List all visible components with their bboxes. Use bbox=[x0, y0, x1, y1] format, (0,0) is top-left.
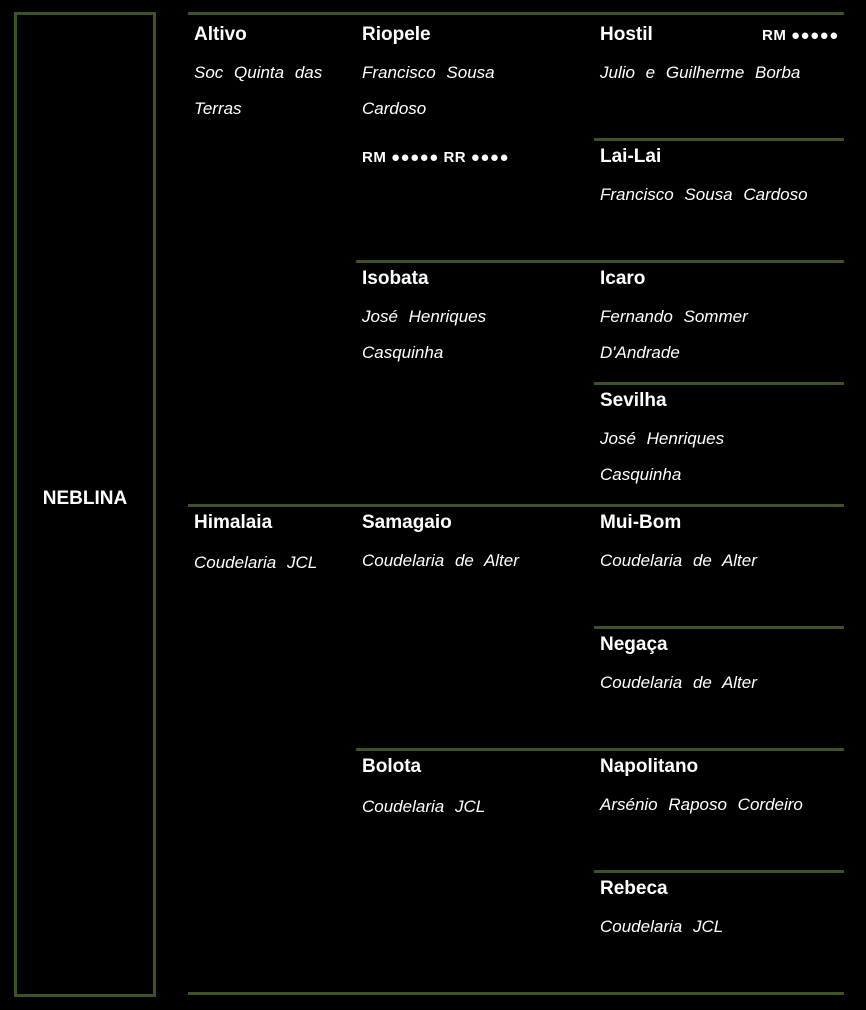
sire-name: Altivo bbox=[194, 24, 247, 45]
divider-gen3-5 bbox=[594, 626, 844, 629]
ancestor-3-name: Icaro bbox=[600, 268, 646, 289]
ancestor-1-ratings: RM ●●●●● bbox=[762, 27, 839, 44]
dam-name: Himalaia bbox=[194, 512, 273, 533]
divider-gen2-3 bbox=[356, 748, 844, 751]
divider-gen1-1 bbox=[188, 504, 844, 507]
divider-gen3-1 bbox=[594, 138, 844, 141]
paternal-grandsire-breeder: Francisco Sousa Cardoso bbox=[362, 63, 495, 118]
ancestor-3-breeder: Fernando Sommer D'Andrade bbox=[600, 307, 748, 362]
ancestor-5-breeder: Coudelaria de Alter bbox=[600, 551, 757, 570]
maternal-grandsire-name: Samagaio bbox=[362, 512, 452, 533]
ancestor-6-name: Negaça bbox=[600, 634, 668, 655]
ancestor-1-name: Hostil bbox=[600, 24, 653, 45]
ancestor-7-name: Napolitano bbox=[600, 756, 699, 777]
paternal-grandsire-name: Riopele bbox=[362, 24, 431, 45]
dam-breeder: Coudelaria JCL bbox=[194, 553, 318, 572]
ancestor-1-breeder: Julio e Guilherme Borba bbox=[600, 63, 801, 82]
divider-gen3-7 bbox=[594, 870, 844, 873]
ancestor-2-breeder: Francisco Sousa Cardoso bbox=[600, 185, 808, 204]
divider-gen3-3 bbox=[594, 382, 844, 385]
paternal-granddam-name: Isobata bbox=[362, 268, 429, 289]
divider-bottom bbox=[188, 992, 844, 995]
maternal-grandsire-breeder: Coudelaria de Alter bbox=[362, 551, 519, 570]
ancestor-7-breeder: Arsénio Raposo Cordeiro bbox=[600, 795, 803, 814]
maternal-granddam-name: Bolota bbox=[362, 756, 422, 777]
ancestor-4-breeder: José Henriques Casquinha bbox=[600, 429, 725, 484]
ancestor-4-name: Sevilha bbox=[600, 390, 667, 411]
divider-gen2-1 bbox=[356, 260, 844, 263]
subject-name: NEBLINA bbox=[42, 488, 128, 509]
divider-top bbox=[188, 12, 844, 15]
sire-breeder: Soc Quinta das Terras bbox=[194, 63, 323, 118]
maternal-granddam-breeder: Coudelaria JCL bbox=[362, 797, 486, 816]
ancestor-5-name: Mui-Bom bbox=[600, 512, 682, 533]
ancestor-2-name: Lai-Lai bbox=[600, 146, 662, 167]
ancestor-6-breeder: Coudelaria de Alter bbox=[600, 673, 757, 692]
paternal-grandsire-ratings: RM ●●●●● RR ●●●● bbox=[362, 149, 510, 166]
ancestor-8-name: Rebeca bbox=[600, 878, 668, 899]
paternal-granddam-breeder: José Henriques Casquinha bbox=[362, 307, 487, 362]
ancestor-8-breeder: Coudelaria JCL bbox=[600, 917, 724, 936]
